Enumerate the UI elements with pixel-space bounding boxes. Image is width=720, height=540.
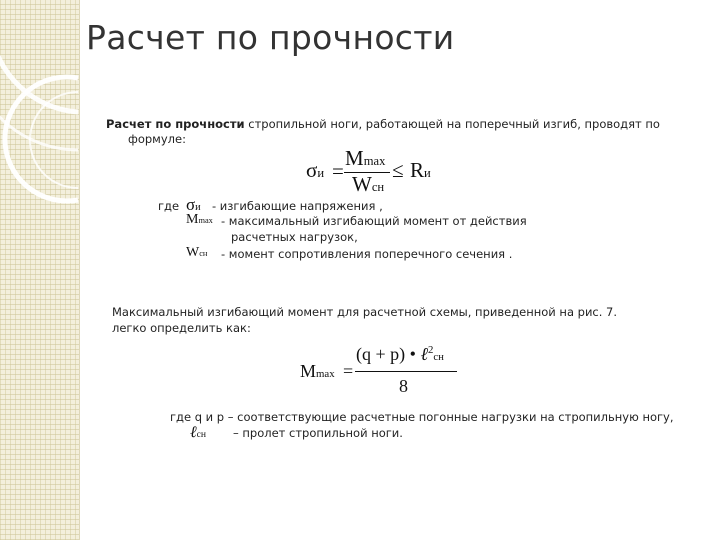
def3-text: - момент сопротивления поперечного сечения . xyxy=(221,247,513,261)
formula2-numerator: (q + p) • ℓ$^2$сн xyxy=(356,344,444,364)
formula2-fraction-line xyxy=(355,371,457,372)
def1-text: - изгибающие напряжения , xyxy=(212,199,383,213)
intro-line-2: формуле: xyxy=(128,132,186,146)
formula1-equals: = xyxy=(332,159,344,183)
def2-symbol: Mmax xyxy=(186,212,213,227)
decorative-sidebar xyxy=(0,0,80,540)
formula2-equals: = xyxy=(343,361,354,381)
formula1-rhs: Rи xyxy=(410,158,431,182)
footer-ell-symbol: ℓсн xyxy=(190,424,207,441)
formula1-relation: ≤ xyxy=(392,158,404,182)
decorative-arcs xyxy=(0,0,79,540)
intro-line-1 xyxy=(106,117,660,131)
def2-text: - максимальный изгибающий момент от действия xyxy=(221,214,527,228)
definitions-where: где xyxy=(158,199,180,213)
formula1-denominator: Wсн xyxy=(352,172,385,196)
slide-title: Расчет по прочности xyxy=(86,18,455,57)
formula1-numerator: Mmax xyxy=(345,146,386,170)
intro-rest: стропильной ноги, работающей на поперечный изгиб, проводят по xyxy=(244,117,660,131)
formula2-denominator: 8 xyxy=(399,376,408,396)
formula2-lhs: Mmax xyxy=(300,361,335,381)
footer-line-2: – пролет стропильной ноги. xyxy=(233,426,403,440)
footer-line-1: где q и p – соответствующие расчетные погонные нагрузки на стропильную ногу, xyxy=(170,410,674,424)
intro-bold: Расчет по прочности xyxy=(106,117,245,131)
para2-line-2: легко определить как: xyxy=(112,321,251,335)
def3-symbol: Wсн xyxy=(186,245,208,260)
def1-symbol: σи xyxy=(186,195,201,214)
para2-line-1: Максимальный изгибающий момент для расчетной схемы, приведенной на рис. 7. xyxy=(112,305,618,319)
formula1-lhs: σи xyxy=(306,158,325,182)
def2-continuation: расчетных нагрузок, xyxy=(231,230,358,244)
